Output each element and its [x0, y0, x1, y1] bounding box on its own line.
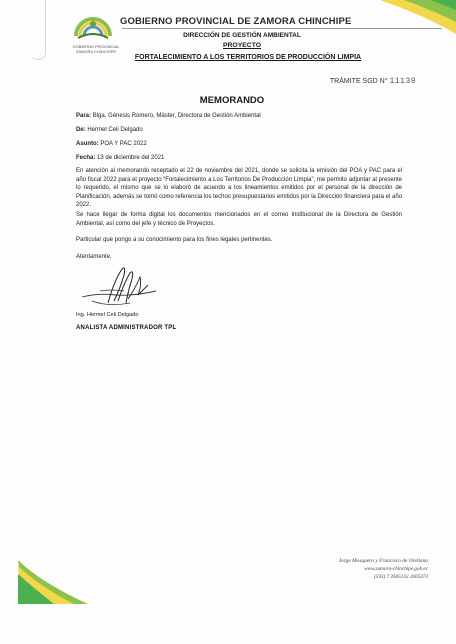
asunto-label: Asunto: [76, 141, 99, 147]
tramite-value: 11139 [389, 77, 416, 86]
de-value: Hermel Celi Delgado [87, 127, 143, 133]
project-label: PROYECTO [222, 42, 262, 49]
project-name: FORTALECIMIENTO A LOS TERRITORIOS DE PRODUCCIÓN LIMPIA [134, 54, 362, 61]
body-paragraph-3: Particular que pongo a su conocimiento para los fines legales pertinentes. [76, 237, 273, 243]
field-fecha [76, 155, 164, 161]
body-paragraph-1: En atención al memorando receptado el 22 de noviembre del 2021, donde se solicita la emisión del POA y PAC para el año fiscal 2022 para el proyecto “Fortalecimiento a Los Territorios De Producción Limpia”, me permito adjuntar al presente lo requerido, el mismo que se lo elaboró de acuerdo a los lineamientos emitidos por el personal de la dirección de Planificación, además se tomó como referencia los techos presupuestarios emitidos por la Dirección financiera para el año 2022. [76, 168, 402, 209]
closing-text: Atentamente, [76, 254, 112, 260]
header-divider [122, 28, 442, 29]
fecha-label: Fecha: [76, 155, 96, 161]
signer-role: ANALISTA ADMINISTRADOR TPL [76, 325, 177, 331]
memo-title: MEMORANDO [199, 95, 265, 106]
handwritten-signature [78, 263, 160, 313]
field-asunto [76, 141, 147, 147]
asunto-value: POA Y PAC 2022 [100, 141, 147, 147]
department-name: DIRECCIÓN DE GESTIÓN AMBIENTAL [183, 32, 301, 39]
footer-address: Jorge Mosquera y Francisco de Orellana [338, 558, 428, 564]
tramite-number [330, 77, 416, 86]
footer-phone: (593) 7 2605132 2605373 [373, 574, 428, 580]
field-para [76, 113, 261, 119]
para-value: Blga. Génesis Romero, Máster, Directora de Gestión Ambiental [92, 113, 261, 119]
scan-binder-mark [30, 0, 46, 60]
body-paragraph-2: Se hace llegar de forma digital los documentos mencionados en el correo institucional de la Directora de Gestión Ambiental, así como del jefe y técnico de Proyectos. [76, 212, 402, 227]
para-label: Para: [76, 113, 92, 119]
fecha-value: 13 de diciembre del 2021 [97, 155, 165, 161]
signer-name: Ing. Hermel Celi Delgado [76, 312, 139, 318]
de-label: De: [76, 127, 86, 133]
footer-website: www.zamora-chinchipe.gob.ec [364, 566, 428, 572]
footer-contact [298, 557, 428, 581]
institution-title: GOBIERNO PROVINCIAL DE ZAMORA CHINCHIPE [120, 16, 352, 27]
field-de [76, 127, 143, 133]
tramite-label: TRÁMITE SGD N° [329, 78, 388, 85]
logo-caption: GOBIERNO PROVINCIAL ZAMORA CHINCHIPE [72, 44, 120, 54]
corner-decoration-bottom-left [18, 560, 88, 606]
